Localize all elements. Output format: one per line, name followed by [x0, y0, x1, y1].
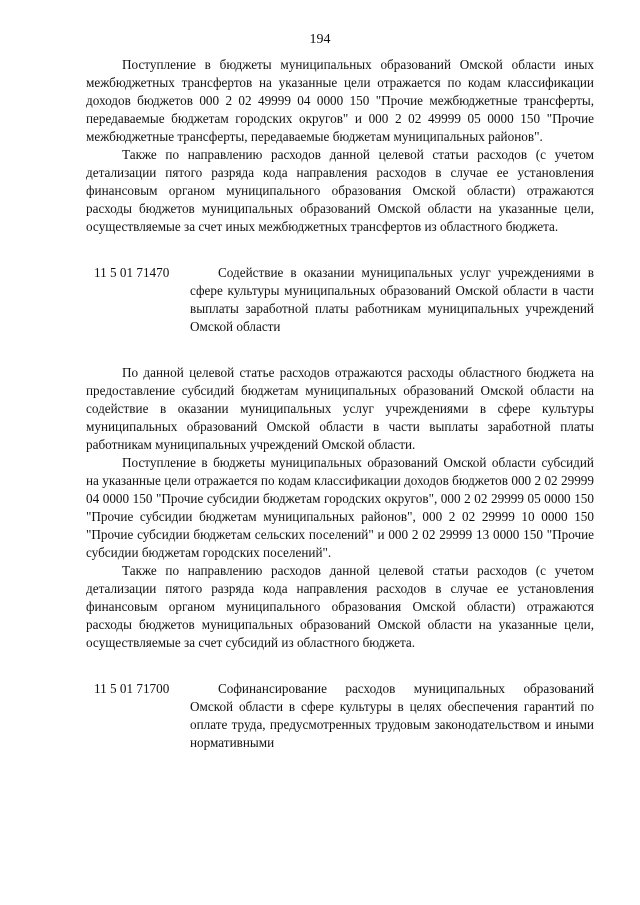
paragraph: Также по направлению расходов данной целевой статьи расходов (с учетом детализации пятого разряда кода направления расходов в случае ее установления финансовым органом муниципального образования Омской области) отражаются расходы бюджетов муниципальных образований Омской области на указанные цели, осуществляемые за счет иных межбюджетных трансфертов из областного бюджета.: [86, 147, 594, 234]
budget-code-description: Софинансирование расходов муниципальных образований Омской области в сфере культуры в целях обеспечения гарантий по оплате труда, предусмотренных трудовым законодательством и иными нормативными: [190, 681, 594, 750]
page-number: 194: [309, 32, 331, 47]
budget-code: 11 5 01 71700: [94, 681, 170, 696]
document-body: [0, 40, 640, 752]
budget-code-entry: [86, 680, 594, 752]
budget-code: 11 5 01 71470: [94, 265, 170, 280]
budget-code-entry: [86, 264, 594, 336]
paragraph: По данной целевой статье расходов отражаются расходы областного бюджета на предоставление субсидий бюджетам муниципальных образований Омской области на содействие в оказании муниципальных услуг учреждениями в сфере культуры муниципальных образований Омской области в части выплаты заработной платы работникам муниципальных учреждений Омской области.: [86, 365, 594, 452]
budget-code-description: Содействие в оказании муниципальных услуг учреждениями в сфере культуры муниципальных образований Омской области в части выплаты заработной платы работникам муниципальных учреждений Омской области: [190, 265, 594, 334]
paragraph: Поступление в бюджеты муниципальных образований Омской области субсидий на указанные цели отражается по кодам классификации доходов бюджетов 000 2 02 29999 04 0000 150 "Прочие субсидии бюджетам городских округов", 000 2 02 29999 05 0000 150 "Прочие субсидии бюджетам муниципальных районов", 000 2 02 29999 10 0000 150 "Прочие субсидии бюджетам сельских поселений" и 000 2 02 29999 13 0000 150 "Прочие субсидии бюджетам городских поселений".: [86, 455, 594, 560]
paragraph: Также по направлению расходов данной целевой статьи расходов (с учетом детализации пятого разряда кода направления расходов в случае ее установления финансовым органом муниципального образования Омской области) отражаются расходы бюджетов муниципальных образований Омской области на указанные цели, осуществляемые за счет субсидий из областного бюджета.: [86, 563, 594, 650]
paragraph: Поступление в бюджеты муниципальных образований Омской области иных межбюджетных трансфертов на указанные цели отражается по кодам классификации доходов бюджетов 000 2 02 49999 04 0000 150 "Прочие межбюджетные трансферты, передаваемые бюджетам городских округов" и 000 2 02 49999 05 0000 150 "Прочие межбюджетные трансферты, передаваемые бюджетам муниципальных районов".: [86, 57, 594, 144]
